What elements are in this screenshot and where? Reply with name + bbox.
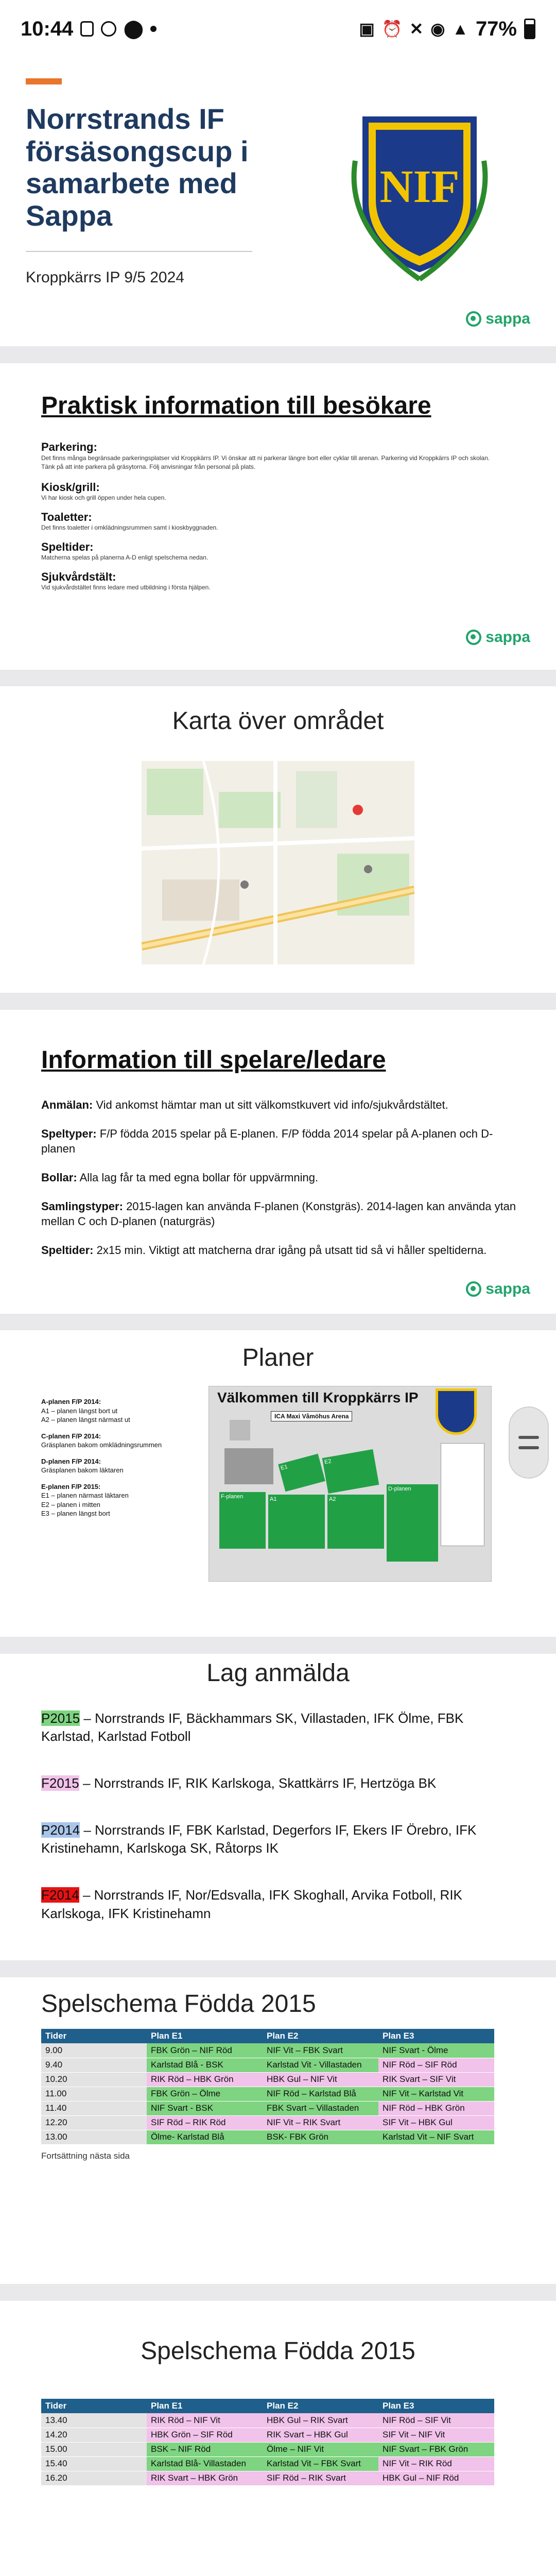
- info-section-heading: Kiosk/grill:: [41, 480, 100, 494]
- field-legend-line: Gräsplanen bakom omklädningsrummen: [41, 1441, 162, 1449]
- player-info-text: F/P födda 2015 spelar på E-planen. F/P födda 2014 spelar på A-planen och D-planen: [41, 1127, 493, 1156]
- schedule-match-cell: FBK Grön – NIF Röd: [147, 2043, 263, 2058]
- schedule-match-cell: NIF Röd – SIF Röd: [378, 2058, 494, 2072]
- divider: [26, 251, 252, 252]
- field: [278, 1454, 325, 1492]
- slide-title: [0, 58, 556, 346]
- sappa-logo-icon: [466, 1281, 481, 1297]
- schedule-time-cell: 13.40: [41, 2413, 147, 2428]
- field-legend-line: E2 – planen i mitten: [41, 1500, 100, 1509]
- player-info-label: Speltider:: [41, 1244, 94, 1257]
- schedule-time-cell: 15.00: [41, 2442, 147, 2456]
- schedule-match-cell: HBK Gul – RIK Svart: [263, 2413, 378, 2428]
- notification-icon: [101, 21, 116, 37]
- team-group-tag: F2014: [41, 1887, 79, 1903]
- player-info-label: Speltyper:: [41, 1127, 97, 1140]
- schedule-match-cell: Karlstad Blå - BSK: [147, 2058, 263, 2072]
- schedule-match-cell: NIF Svart - Ölme: [378, 2043, 494, 2058]
- status-bar: [0, 0, 556, 58]
- team-group-tag: F2015: [41, 1775, 79, 1791]
- field: [387, 1484, 438, 1562]
- schedule-match-cell: RIK Svart – HBK Gul: [263, 2428, 378, 2442]
- schedule-match-cell: NIF Vit – RIK Röd: [378, 2456, 494, 2471]
- schedule-row: [41, 2087, 494, 2101]
- schedule-match-cell: SIF Vit – NIF Vit: [378, 2428, 494, 2442]
- slide-fields: [0, 1330, 556, 1637]
- info-section: [41, 540, 505, 561]
- area-map: [142, 761, 414, 964]
- info-section-heading: Speltider:: [41, 540, 94, 553]
- wifi-icon: ◉: [430, 20, 445, 38]
- field-label: F-planen: [221, 1494, 244, 1500]
- schedule-row: [41, 2456, 494, 2471]
- team-group-teams: – Norrstrands IF, Nor/Edsvalla, IFK Skoghall, Arvika Fotboll, RIK Karlskoga, IFK Kristinehamn: [41, 1887, 462, 1921]
- logo-text: NIF: [379, 161, 460, 212]
- info-section: [41, 511, 505, 531]
- schedule-match-cell: NIF Vit – RIK Svart: [263, 2115, 378, 2130]
- parking-area: [224, 1448, 273, 1484]
- field-legend-line: A2 – planen längst närmast ut: [41, 1416, 130, 1424]
- player-info-list: [41, 1097, 520, 1258]
- info-section-heading: Parkering:: [41, 440, 97, 453]
- schedule-match-cell: HBK Grön – SIF Röd: [147, 2428, 263, 2442]
- schedule-match-cell: SIF Röd – RIK Svart: [263, 2471, 378, 2485]
- status-time: 10:44: [21, 17, 74, 40]
- schedule-match-cell: FBK Svart – Villastaden: [263, 2101, 378, 2115]
- team-group-tag: P2014: [41, 1822, 80, 1838]
- schedule-column-header: Plan E2: [263, 2029, 378, 2043]
- slide-player-info-title: Information till spelare/ledare: [41, 1046, 386, 1074]
- team-group-tag: P2015: [41, 1710, 80, 1726]
- field-map-title: Välkommen till Kroppkärrs IP: [217, 1389, 419, 1405]
- schedule-row: [41, 2413, 494, 2428]
- field-label: E2: [324, 1458, 332, 1466]
- field-legend-line: Gräsplanen bakom läktaren: [41, 1466, 124, 1475]
- player-info-label: Samlingstyper:: [41, 1199, 123, 1213]
- player-info-text: 2015-lagen kan använda F-planen (Konstgräs). 2014-lagen kan använda ytan mellan C och D-planen (naturgräs): [41, 1199, 516, 1228]
- schedule-row: [41, 2442, 494, 2456]
- schedule-row: [41, 2130, 494, 2144]
- schedule-row: [41, 2043, 494, 2058]
- schedule-time-cell: 13.00: [41, 2130, 147, 2144]
- accent-bar: [26, 78, 62, 84]
- team-group-teams: – Norrstrands IF, Bäckhammars SK, Villastaden, IFK Ölme, FBK Karlstad, Karlstad Fotboll: [41, 1710, 464, 1744]
- signal-icon: ▲: [452, 19, 468, 38]
- field-legend-line: E1 – planen närmast läktaren: [41, 1492, 129, 1500]
- schedule-match-cell: Karlstad Vit – FBK Svart: [263, 2456, 378, 2471]
- sappa-logo-text: sappa: [485, 629, 530, 646]
- schedule-match-cell: NIF Svart - BSK: [147, 2101, 263, 2115]
- schedule-match-cell: HBK Gul – NIF Vit: [263, 2072, 378, 2087]
- field-map-subtitle: ICA Maxi Våmöhus Arena: [271, 1411, 352, 1421]
- field-label: E1: [280, 1463, 289, 1472]
- schedule-time-cell: 11.40: [41, 2101, 147, 2115]
- field-legend-heading: C-planen F/P 2014:: [41, 1432, 101, 1440]
- field: [322, 1449, 379, 1494]
- schedule-row: [41, 2115, 494, 2130]
- registered-teams-list: [41, 1709, 505, 1923]
- schedule-match-cell: Karlstad Vit - Villastaden: [263, 2058, 378, 2072]
- sappa-logo: [466, 1280, 530, 1298]
- slide-title-heading: Norrstrands IF försäsongscup i samarbete med Sappa: [26, 103, 249, 232]
- schedule-time-cell: 9.00: [41, 2043, 147, 2058]
- sappa-logo-text: sappa: [485, 310, 530, 327]
- field: [268, 1495, 325, 1549]
- team-group: [41, 1709, 505, 1745]
- schedule-column-header: Plan E3: [378, 2029, 494, 2043]
- nif-logo-icon: [436, 1388, 477, 1435]
- slide-fields-title: Planer: [242, 1344, 314, 1371]
- slide-schedule-2015-cont: [0, 2301, 556, 2576]
- schedule-row: [41, 2471, 494, 2485]
- field-legend-heading: D-planen F/P 2014:: [41, 1457, 101, 1465]
- field-legend-heading: E-planen F/P 2015:: [41, 1482, 101, 1490]
- schedule-match-cell: Ölme- Karlstad Blå: [147, 2130, 263, 2144]
- field: [327, 1495, 384, 1549]
- sappa-logo: [466, 629, 530, 646]
- field-legend-group: [41, 1482, 196, 1518]
- slide-area-map-title: Karta över området: [172, 707, 384, 735]
- player-info-item: [41, 1199, 520, 1229]
- battery-icon: [524, 19, 535, 39]
- vibrate-icon: ▣: [359, 20, 375, 38]
- player-info-item: [41, 1243, 520, 1258]
- schedule-time-cell: 10.20: [41, 2072, 147, 2087]
- schedule-match-cell: SIF Röd – RIK Röd: [147, 2115, 263, 2130]
- sappa-logo: [466, 310, 530, 328]
- field-map: [208, 1386, 492, 1582]
- schedule-time-cell: 15.40: [41, 2456, 147, 2471]
- schedule-row: [41, 2428, 494, 2442]
- slide-player-info: [0, 1010, 556, 1314]
- schedule-table-wrap: [41, 2399, 494, 2486]
- schedule-match-cell: HBK Gul – NIF Röd: [378, 2471, 494, 2485]
- team-group: [41, 1774, 505, 1792]
- player-info-item: [41, 1097, 520, 1113]
- alarm-icon: ⏰: [381, 20, 403, 38]
- field-legend-line: A1 – planen längst bort ut: [41, 1406, 118, 1415]
- schedule-match-cell: RIK Svart – HBK Grön: [147, 2471, 263, 2485]
- player-info-item: [41, 1170, 520, 1185]
- schedule-column-header: Plan E1: [147, 2399, 263, 2413]
- player-info-label: Bollar:: [41, 1171, 77, 1184]
- schedule-match-cell: BSK- FBK Grön: [263, 2130, 378, 2144]
- schedule-time-cell: 16.20: [41, 2471, 147, 2485]
- slide-area-map: [0, 686, 556, 993]
- field-legend-line: E3 – planen längst bort: [41, 1510, 110, 1518]
- field-label: D-planen: [388, 1486, 411, 1492]
- schedule-column-header: Plan E2: [263, 2399, 378, 2413]
- schedule-match-cell: RIK Röd – NIF Vit: [147, 2413, 263, 2428]
- schedule-column-header: Plan E3: [378, 2399, 494, 2413]
- slide-subtitle: Kroppkärrs IP 9/5 2024: [26, 269, 184, 286]
- schedule-column-header: Tider: [41, 2029, 147, 2043]
- schedule-time-cell: 11.00: [41, 2087, 147, 2101]
- slide-visitor-info: [0, 363, 556, 670]
- info-section-body: Matcherna spelas på planerna A-D enligt spelschema nedan.: [41, 553, 208, 561]
- slide-schedule-2015: [0, 1977, 556, 2284]
- notification-icon: [80, 21, 94, 37]
- schedule-time-cell: 14.20: [41, 2428, 147, 2442]
- schedule-table-wrap: [41, 2029, 494, 2161]
- continued-note: Fortsättning nästa sida: [41, 2150, 130, 2161]
- schedule-match-cell: Karlstad Blå- Villastaden: [147, 2456, 263, 2471]
- schedule-title: Spelschema Födda 2015: [141, 2337, 415, 2365]
- slide-registered-teams: [0, 1654, 556, 1960]
- schedule-time-cell: 12.20: [41, 2115, 147, 2130]
- dot-icon: [150, 26, 157, 32]
- schedule-match-cell: NIF Röd – HBK Grön: [378, 2101, 494, 2115]
- schedule-table: [41, 2399, 494, 2486]
- info-section-heading: Sjukvårdstält:: [41, 570, 116, 583]
- player-info-text: 2x15 min. Viktigt att matcherna drar igång på utsatt tid så vi håller speltiderna.: [96, 1244, 487, 1257]
- battery-label: 77%: [475, 17, 517, 40]
- field-map-info-panel: [441, 1443, 484, 1546]
- field-legend-heading: A-planen F/P 2014:: [41, 1398, 101, 1405]
- info-section-body: Det finns toaletter i omklädningsrummen samt i kioskbyggnaden.: [41, 523, 218, 531]
- sappa-logo-text: sappa: [485, 1280, 530, 1297]
- team-group-teams: – Norrstrands IF, FBK Karlstad, Degerfors IF, Ekers IF Örebro, IFK Kristinehamn, Karlskoga SK, Råtorps IK: [41, 1822, 477, 1856]
- player-info-text: Alla lag får ta med egna bollar för uppvärmning.: [79, 1171, 319, 1184]
- schedule-column-header: Tider: [41, 2399, 147, 2413]
- info-section-body: Vi har kiosk och grill öppen under hela cupen.: [41, 494, 166, 501]
- schedule-match-cell: NIF Svart – FBK Grön: [378, 2442, 494, 2456]
- sappa-logo-icon: [466, 311, 481, 327]
- schedule-match-cell: RIK Svart – SIF Vit: [378, 2072, 494, 2087]
- player-info-label: Anmälan:: [41, 1098, 93, 1111]
- info-section: [41, 570, 505, 591]
- schedule-match-cell: RIK Röd – HBK Grön: [147, 2072, 263, 2087]
- schedule-match-cell: Ölme – NIF Vit: [263, 2442, 378, 2456]
- player-info-item: [41, 1126, 520, 1157]
- sappa-logo-icon: [466, 630, 481, 645]
- schedule-row: [41, 2101, 494, 2115]
- schedule-match-cell: NIF Vit – FBK Svart: [263, 2043, 378, 2058]
- mute-icon: ✕: [409, 20, 424, 38]
- location-icon: ⬤: [124, 19, 144, 39]
- slide-registered-teams-title: Lag anmälda: [206, 1659, 350, 1687]
- field-label: A1: [270, 1496, 277, 1502]
- info-section: [41, 440, 505, 471]
- schedule-title: Spelschema Födda 2015: [41, 1990, 316, 2018]
- nif-logo-icon: [335, 99, 505, 284]
- schedule-row: [41, 2072, 494, 2087]
- info-section-body: Det finns många begränsade parkeringsplatser vid Kroppkärrs IP. Vi önskar att ni parkerar längre bort eller cyklar till arenan. Parkering vid Kroppkärrs IP och skolan. Tänk på att inte parkera på gräsytorna. Följ anvisningar från personal på plats.: [41, 454, 490, 470]
- schedule-column-header: Plan E1: [147, 2029, 263, 2043]
- schedule-match-cell: NIF Röd – SIF Vit: [378, 2413, 494, 2428]
- slide-visitor-info-title: Praktisk information till besökare: [41, 392, 431, 419]
- schedule-match-cell: NIF Röd – Karlstad Blå: [263, 2087, 378, 2101]
- info-section-body: Vid sjukvårdstältet finns ledare med utbildning i första hjälpen.: [41, 583, 211, 591]
- schedule-match-cell: FBK Grön – Ölme: [147, 2087, 263, 2101]
- team-group: [41, 1821, 505, 1857]
- field-legend: [41, 1397, 196, 1518]
- schedule-row: [41, 2058, 494, 2072]
- field-legend-group: [41, 1397, 196, 1425]
- schedule-match-cell: Karlstad Vit – NIF Svart: [378, 2130, 494, 2144]
- field-legend-group: [41, 1457, 196, 1475]
- schedule-match-cell: SIF Vit – HBK Gul: [378, 2115, 494, 2130]
- schedule-match-cell: NIF Vit – Karlstad Vit: [378, 2087, 494, 2101]
- field-legend-group: [41, 1432, 196, 1450]
- schedule-table: [41, 2029, 494, 2145]
- field-label: A2: [329, 1496, 336, 1502]
- team-group: [41, 1886, 505, 1922]
- field: [219, 1492, 266, 1549]
- building: [230, 1420, 250, 1440]
- team-group-teams: – Norrstrands IF, RIK Karlskoga, Skattkärrs IF, Hertzöga BK: [79, 1775, 437, 1791]
- info-section-heading: Toaletter:: [41, 510, 92, 523]
- schedule-time-cell: 9.40: [41, 2058, 147, 2072]
- player-info-text: Vid ankomst hämtar man ut sitt välkomstkuvert vid info/sjukvårdstältet.: [96, 1098, 448, 1111]
- visitor-info-sections: [41, 440, 505, 591]
- info-section: [41, 481, 505, 501]
- scroll-handle[interactable]: [509, 1406, 549, 1479]
- schedule-match-cell: BSK – NIF Röd: [147, 2442, 263, 2456]
